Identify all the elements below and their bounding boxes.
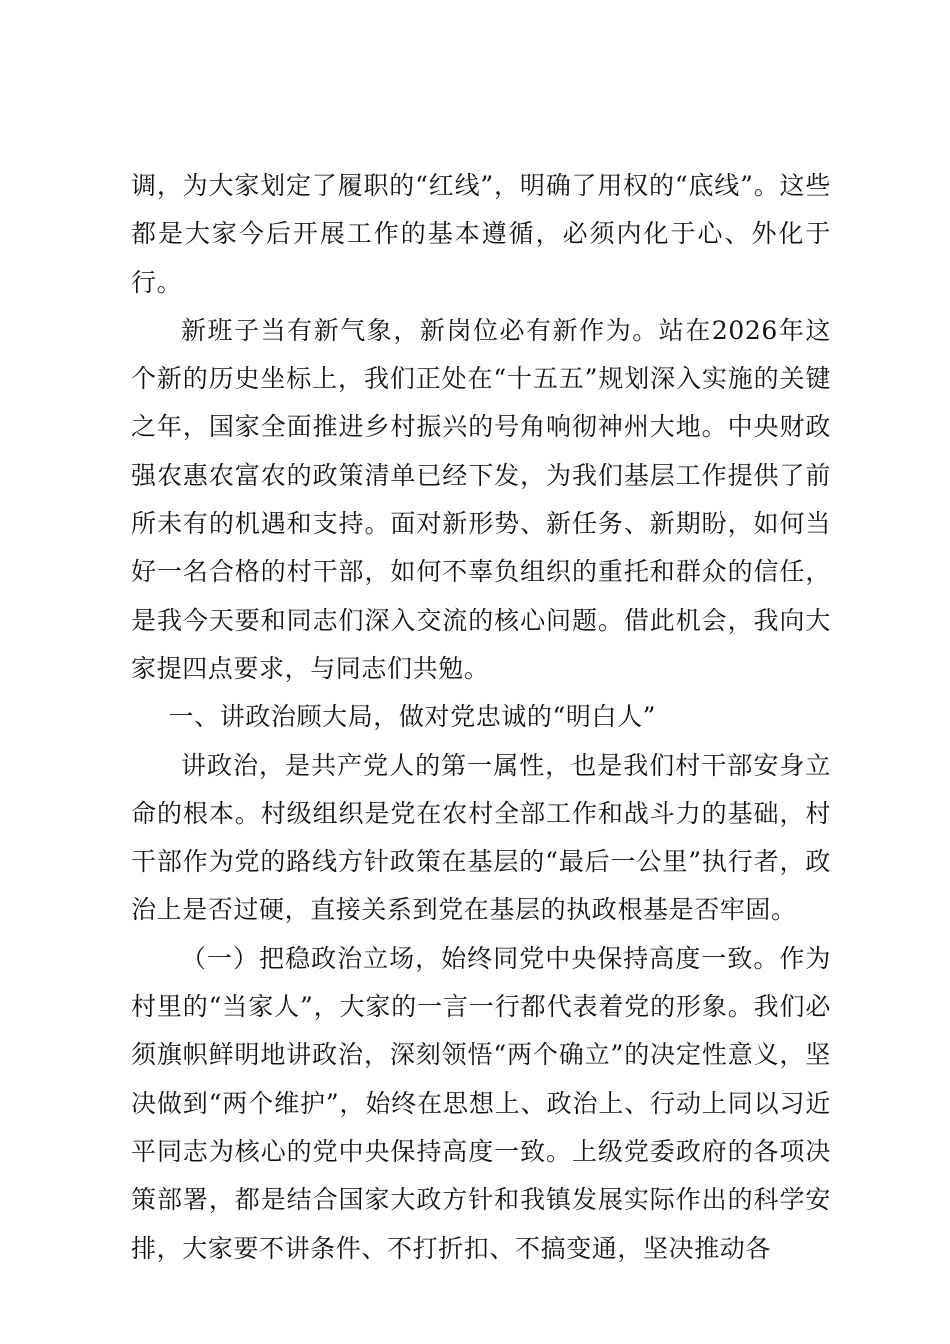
paragraph-political-stance: （一）把稳政治立场，始终同党中央保持高度一致。作为村里的“当家人”，大家的一言一行都代表着党的形象。我们必须旗帜鲜明地讲政治，深刻领悟“两个确立”的决定性意义，坚决做到“两个维护”，始终在思想上、政治上、行动上同以习近平同志为核心的党中央保持高度一致。上级党委政府的各项决策部署，都是结合国家大政方针和我镇发展实际作出的科学安排，大家要不讲条件、不打折扣、不搞变通，坚决推动各 [131,943,831,1263]
paragraph-new-team: 新班子当有新气象，新岗位必有新作为。站在2026年这个新的历史坐标上，我们正处在“十五五”规划深入实施的关键之年，国家全面推进乡村振兴的号角响彻神州大地。中央财政强农惠农富农的政策清单已经下发，为我们基层工作提供了前所未有的机遇和支持。面对新形势、新任务、新期盼，如何当好一名合格的村干部，如何不辜负组织的重托和群众的信任，是我今天要和同志们深入交流的核心问题。借此机会，我向大家提四点要求，与同志们共勉。 [131,315,831,683]
document-body [131,162,831,1273]
paragraph-continued: 调，为大家划定了履职的“红线”，明确了用权的“底线”。这些都是大家今后开展工作的基本遵循，必须内化于心、外化于行。 [131,171,831,297]
section-heading-politics: 一、讲政治顾大局，做对党忠诚的“明白人” [168,702,657,732]
paragraph-politics-intro: 讲政治，是共产党人的第一属性，也是我们村干部安身立命的根本。村级组织是党在农村全部工作和战斗力的基础，村干部作为党的路线方针政策在基层的“最后一公里”执行者，政治上是否过硬，直接关系到党在基层的执政根基是否牢固。 [131,750,831,925]
